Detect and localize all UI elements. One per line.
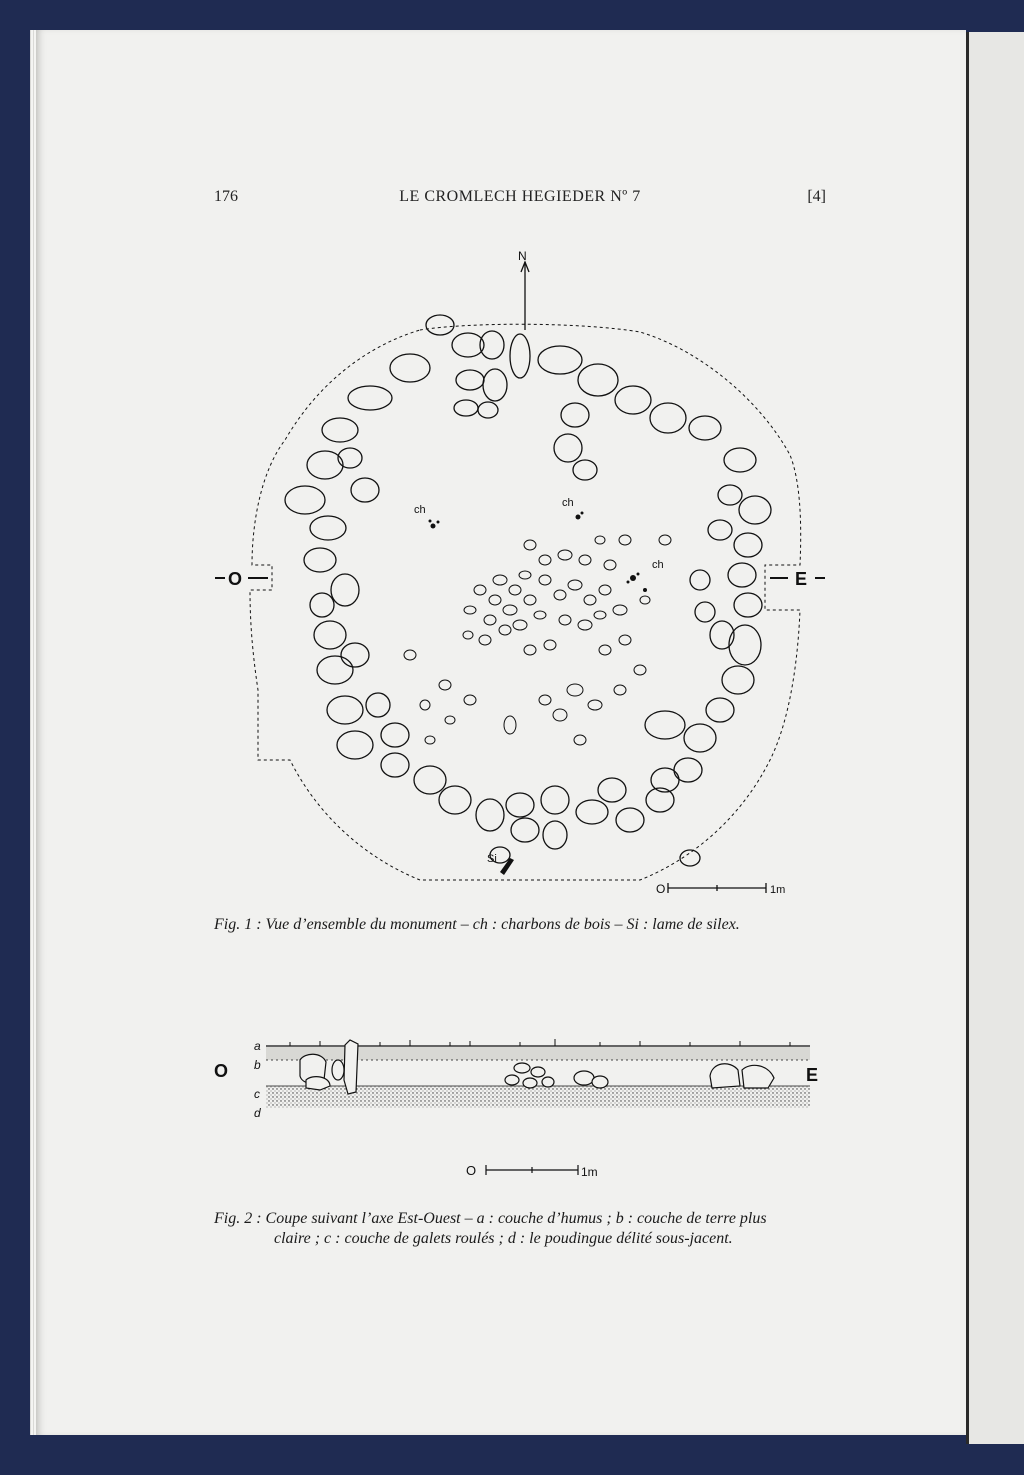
charcoal-label-1: ch xyxy=(414,504,426,516)
figure1-plan xyxy=(215,262,825,893)
excavation-outline xyxy=(250,324,801,880)
north-label: N xyxy=(518,249,527,263)
figure2-scale-start: O xyxy=(466,1163,477,1178)
flint-label: Si xyxy=(487,853,497,865)
stone-ring xyxy=(285,315,771,866)
figure2-scale-bar xyxy=(486,1165,578,1175)
figure2-section xyxy=(266,1039,810,1175)
layer-c-label: c xyxy=(254,1087,260,1101)
west-label: O xyxy=(228,569,243,589)
charcoal-label-2: ch xyxy=(562,497,574,509)
figure2-caption-line2: claire ; c : couche de galets roulés ; d : le poudingue délité sous-jacent. xyxy=(274,1230,733,1247)
layer-a-label: a xyxy=(254,1039,261,1053)
section-number: [4] xyxy=(807,188,826,205)
figure1-scale-end: 1m xyxy=(770,884,786,896)
layer-b-label: b xyxy=(254,1058,261,1072)
figure2-caption-line1: Fig. 2 : Coupe suivant l’axe Est-Ouest – a : couche d’humus ; b : couche de terre plus xyxy=(214,1210,767,1227)
central-stones xyxy=(404,535,671,745)
section-west-label: O xyxy=(214,1061,229,1081)
figure1-scale-start: O xyxy=(656,882,666,896)
east-label: E xyxy=(795,569,808,589)
charcoal-marks xyxy=(429,512,648,593)
figure1-scale-bar xyxy=(668,883,766,893)
section-east-label: E xyxy=(806,1065,819,1085)
figure2-scale-end: 1m xyxy=(581,1165,598,1179)
layer-d-label: d xyxy=(254,1106,261,1120)
figure1-caption: Fig. 1 : Vue d’ensemble du monument – ch : charbons de bois – Si : lame de silex. xyxy=(214,916,740,933)
page-number: 176 xyxy=(214,188,238,205)
charcoal-label-3: ch xyxy=(652,559,664,571)
running-title: LE CROMLECH HEGIEDER Nº 7 xyxy=(399,188,641,205)
